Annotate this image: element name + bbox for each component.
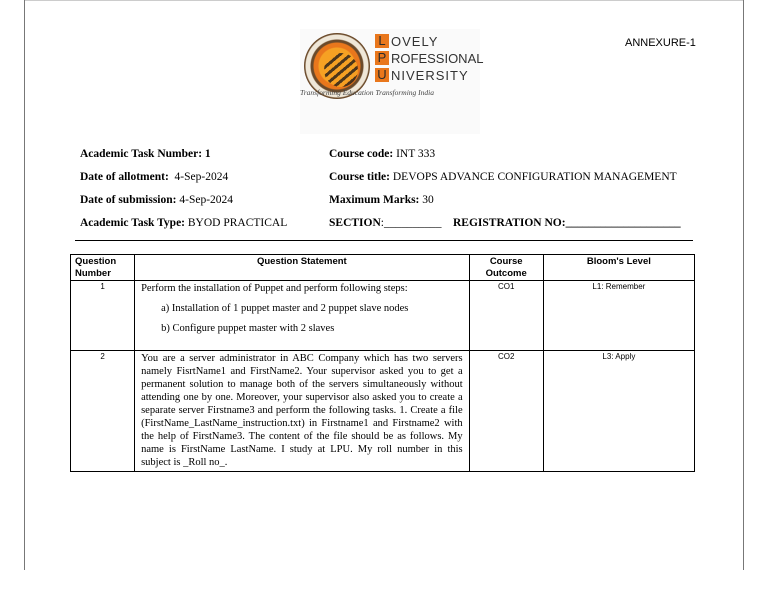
- task-number: Academic Task Number: 1: [80, 148, 211, 160]
- date-of-submission: Date of submission: 4-Sep-2024: [80, 194, 234, 206]
- statement-subitem: a) Installation of 1 puppet master and 2 puppet slave nodes: [161, 303, 409, 314]
- logo-word-university: NIVERSITY: [391, 67, 469, 83]
- course-outcome: CO2: [469, 351, 543, 472]
- course-outcome: CO1: [469, 281, 543, 351]
- maximum-marks: Maximum Marks: 30: [329, 194, 434, 206]
- logo-word-lovely: OVELY: [391, 33, 439, 49]
- question-number: 1: [71, 281, 135, 351]
- header-course-outcome: Course Outcome: [469, 255, 543, 281]
- page-right-edge: [743, 0, 744, 570]
- section-registration: SECTION:__________ REGISTRATION NO:____________________: [329, 217, 681, 229]
- date-of-allotment: Date of allotment: 4-Sep-2024: [80, 171, 229, 183]
- header-divider: [75, 240, 693, 241]
- logo-tagline: Transforming Education Transforming India: [300, 88, 434, 97]
- question-number: 2: [71, 351, 135, 472]
- page-top-edge: [24, 0, 744, 1]
- logo-word-professional: ROFESSIONAL: [391, 50, 484, 66]
- page-left-edge: [24, 0, 25, 570]
- university-logo: [300, 29, 484, 134]
- course-code: Course code: INT 333: [329, 148, 436, 160]
- logo-initial-p: P: [375, 51, 389, 65]
- header-question-statement: Question Statement: [135, 255, 470, 281]
- table-row: [71, 351, 695, 472]
- blooms-level: L1: Remember: [543, 281, 694, 351]
- logo-initial-l: L: [375, 34, 389, 48]
- question-statement: You are a server administrator in ABC Company which has two servers namely FisrtName1 and FirstName2. Your supervisor asked you to get a permanent solution to manage both of the servers simultaneously without attending one by one. Moreover, your supervisor also asked you to create a separate server Firstname3 and perform the following tasks. 1. Create a file (FirstName_LastName_instruction.txt) in Firstname1 and Firstname2 with the help of FirstName3. The content of the file should be as follows. My name is FirstName LastName. I study at LPU. My roll number in this subject is _Roll no_.: [135, 351, 470, 472]
- header-question-number: Question Number: [71, 255, 135, 281]
- question-table: [70, 254, 695, 472]
- annexure-label: ANNEXURE-1: [625, 37, 696, 49]
- blooms-level: L3: Apply: [543, 351, 694, 472]
- course-title: Course title: DEVOPS ADVANCE CONFIGURATION MANAGEMENT: [329, 171, 677, 183]
- header-blooms-level: Bloom's Level: [543, 255, 694, 281]
- table-row: [71, 281, 695, 351]
- academic-task-type: Academic Task Type: BYOD PRACTICAL: [80, 217, 288, 229]
- statement-text: Perform the installation of Puppet and perform following steps:: [141, 283, 408, 294]
- table-header-row: [71, 255, 695, 281]
- logo-initial-u: U: [375, 68, 389, 82]
- question-statement: [135, 281, 470, 351]
- statement-subitem: b) Configure puppet master with 2 slaves: [161, 323, 335, 334]
